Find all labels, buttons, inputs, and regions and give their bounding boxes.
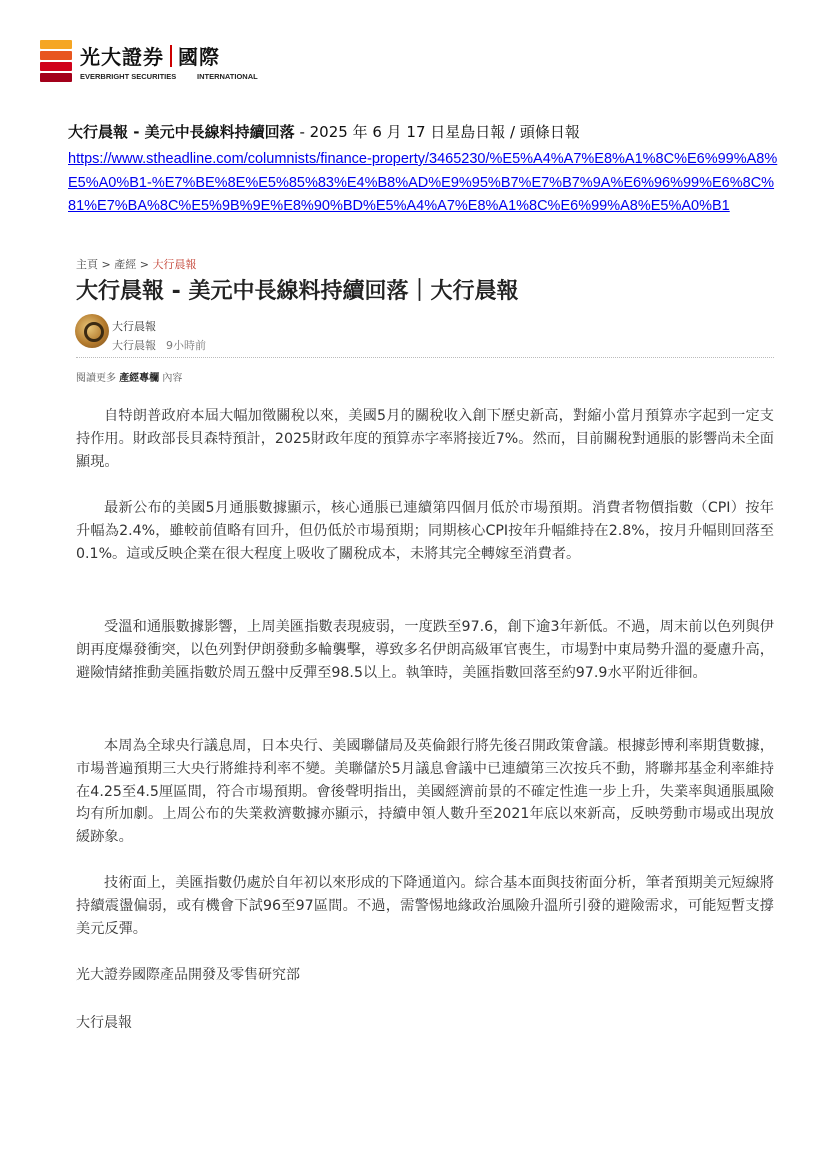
article-paragraph: 技術面上，美匯指數仍處於自年初以來形成的下降通道內。綜合基本面與技術面分析，筆者預期美元短線將持續震盪偏弱，或有機會下試96至97區間。不過，需警惕地緣政治風險升溫所引發的避險需求，可能短暫支撐美元反彈。 (76, 875, 774, 937)
breadcrumb-sep: > (98, 258, 115, 271)
logo-mark-icon (40, 40, 72, 82)
signature-department: 光大證券國際產品開發及零售研究部 (76, 967, 300, 983)
signature-name: 大行晨報 (76, 1015, 132, 1031)
company-logo (40, 40, 258, 82)
author-name[interactable]: 大行晨報 (112, 320, 156, 333)
breadcrumb-home[interactable]: 主頁 (76, 258, 98, 271)
article-title: 大行晨報 - 美元中長線料持續回落｜大行晨報 (76, 279, 519, 304)
author-column: 大行晨報 (112, 339, 156, 352)
read-more-suffix: 內容 (162, 373, 183, 384)
publish-time: 9小時前 (166, 339, 206, 352)
logo-en-intl: INTERNATIONAL (197, 72, 258, 81)
logo-cn-intl: 國際 (178, 45, 220, 69)
breadcrumb-sep: > (136, 258, 153, 271)
article-paragraph: 受溫和通脹數據影響，上周美匯指數表現疲弱，一度跌至97.6，創下逾3年新低。不過，周末前以色列與伊朗再度爆發衝突，以色列對伊朗發動多輪襲擊，導致多名伊朗高級軍官喪生，市場對中東局勢升溫的憂慮升高，避險情緒推動美匯指數於周五盤中反彈至98.5以上。執筆時，美匯指數回落至約97.9水平附近徘徊。 (76, 619, 774, 681)
header-title: 大行晨報 - 美元中長線料持續回落 (68, 123, 295, 141)
document-header (68, 121, 580, 142)
breadcrumb (76, 256, 196, 272)
read-more (76, 369, 182, 384)
logo-divider (170, 45, 172, 67)
header-source: - 2025 年 6 月 17 日星島日報 / 頭條日報 (294, 123, 580, 141)
read-more-prefix: 閱讀更多 (76, 373, 116, 384)
breadcrumb-current[interactable]: 大行晨報 (152, 258, 197, 271)
author-meta (112, 337, 206, 353)
logo-cn-name: 光大證券 (80, 45, 164, 69)
logo-en-name: EVERBRIGHT SECURITIES (80, 72, 177, 81)
breadcrumb-finance[interactable]: 產經 (114, 258, 137, 271)
article-paragraph: 自特朗普政府本屆大幅加徵關稅以來，美國5月的關稅收入創下歷史新高，對縮小當月預算赤字起到一定支持作用。財政部長貝森特預計，2025財政年度的預算赤字率將接近7%。然而，目前關稅對通脹的影響尚未全面顯現。 (76, 408, 774, 470)
divider (76, 357, 774, 358)
article-paragraph: 本周為全球央行議息周，日本央行、美國聯儲局及英倫銀行將先後召開政策會議。根據彭博利率期貨數據，市場普遍預期三大央行將維持利率不變。美聯儲於5月議息會議中已連續第三次按兵不動，將聯邦基金利率維持在4.25至4.5厘區間，符合市場預期。會後聲明指出，美國經濟前景的不確定性進一步上升，失業率與通脹風險均有所加劇。上周公布的失業救濟數據亦顯示，持續申領人數升至2021年底以來新高，反映勞動市場或出現放緩跡象。 (76, 738, 774, 846)
source-link[interactable]: https://www.stheadline.com/columnists/finance-property/3465230/%E5%A4%A7%E8%A1%8C%E6%99%A8%E5%A0%B1-%E7%BE%8E%E5%85%83%E4%B8%AD%E9%95%B7%E7%B7%9A%E6%96%99%E6%8C%81%E7%BA%8C%E5%9B%9E%E8%90%BD%E5%A4%A7%E8%A1%8C%E6%99%A8%E5%A0%B1 (68, 151, 778, 214)
read-more-tag[interactable]: 產經專欄 (119, 373, 160, 384)
article-paragraph: 最新公布的美國5月通脹數據顯示，核心通脹已連續第四個月低於市場預期。消費者物價指數（CPI）按年升幅為2.4%，雖較前值略有回升，但仍低於市場預期；同期核心CPI按年升幅維持在2.8%，按月升幅則回落至0.1%。這或反映企業在很大程度上吸收了關稅成本，未將其完全轉嫁至消費者。 (76, 500, 774, 562)
author-avatar[interactable] (75, 314, 109, 348)
